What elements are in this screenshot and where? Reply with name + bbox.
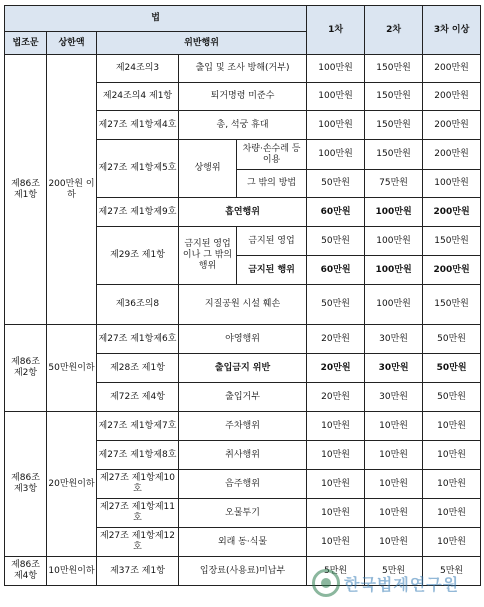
ref-cell: 제36조의8	[97, 285, 179, 325]
ref-cell: 제27조 제1항제4호	[97, 111, 179, 140]
fine-third: 200만원	[423, 111, 481, 140]
penalty-table-container	[4, 5, 481, 586]
violation-cell: 출입거부	[179, 383, 307, 412]
violation-cell: 출입금지 위반	[179, 354, 307, 383]
header-limit: 상한액	[47, 32, 97, 55]
violation-cell: 퇴거명령 미준수	[179, 83, 307, 111]
fine-second: 150만원	[365, 140, 423, 170]
fine-second: 100만원	[365, 256, 423, 285]
violation-cell: 주차행위	[179, 412, 307, 441]
section-limit: 200만원 이하	[47, 55, 97, 325]
fine-first: 50만원	[307, 170, 365, 198]
fine-third: 200만원	[423, 55, 481, 83]
fine-first: 100만원	[307, 140, 365, 170]
fine-second: 30만원	[365, 354, 423, 383]
section-limit: 10만원이하	[47, 557, 97, 586]
fine-third: 200만원	[423, 198, 481, 227]
ref-cell: 제37조 제1항	[97, 557, 179, 586]
fine-first: 50만원	[307, 285, 365, 325]
header-article: 법조문	[5, 32, 47, 55]
fine-second: 150만원	[365, 55, 423, 83]
violation-cell: 취사행위	[179, 441, 307, 470]
ref-cell: 제28조 제1항	[97, 354, 179, 383]
violation-cell: 지질공원 시설 훼손	[179, 285, 307, 325]
fine-first: 100만원	[307, 111, 365, 140]
violation-cell: 차량·손수레 등 이용	[237, 140, 307, 170]
fine-first: 20만원	[307, 383, 365, 412]
fine-second: 150만원	[365, 83, 423, 111]
fine-first: 10만원	[307, 441, 365, 470]
fine-second: 10만원	[365, 441, 423, 470]
penalty-table	[4, 5, 481, 586]
fine-first: 10만원	[307, 412, 365, 441]
fine-first: 50만원	[307, 227, 365, 256]
fine-second: 75만원	[365, 170, 423, 198]
fine-second: 10만원	[365, 470, 423, 499]
fine-second: 30만원	[365, 383, 423, 412]
ref-cell: 제27조 제1항제12호	[97, 528, 179, 557]
violation-cell: 입장료(사용료)미납부	[179, 557, 307, 586]
fine-second: 100만원	[365, 227, 423, 256]
fine-third: 10만원	[423, 470, 481, 499]
violation-cell: 출입 및 조사 방해(거부)	[179, 55, 307, 83]
violation-cell: 야영행위	[179, 325, 307, 354]
fine-second: 10만원	[365, 499, 423, 528]
fine-third: 10만원	[423, 528, 481, 557]
header-second: 2차	[365, 6, 423, 55]
fine-third: 5만원	[423, 557, 481, 586]
fine-first: 100만원	[307, 55, 365, 83]
fine-third: 150만원	[423, 227, 481, 256]
fine-third: 10만원	[423, 412, 481, 441]
section-limit: 20만원이하	[47, 412, 97, 557]
fine-second: 100만원	[365, 198, 423, 227]
fine-second: 100만원	[365, 285, 423, 325]
fine-second: 5만원	[365, 557, 423, 586]
ref-cell: 제27조 제1항제6호	[97, 325, 179, 354]
fine-first: 100만원	[307, 83, 365, 111]
fine-third: 200만원	[423, 256, 481, 285]
fine-first: 5만원	[307, 557, 365, 586]
fine-third: 50만원	[423, 354, 481, 383]
section-article: 제86조 제4항	[5, 557, 47, 586]
fine-first: 20만원	[307, 325, 365, 354]
fine-first: 10만원	[307, 470, 365, 499]
ref-cell: 제27조 제1항제10호	[97, 470, 179, 499]
fine-first: 10만원	[307, 528, 365, 557]
section-limit: 50만원이하	[47, 325, 97, 412]
ref-cell: 제27조 제1항제9호	[97, 198, 179, 227]
header-violation: 위반행위	[97, 32, 307, 55]
fine-third: 150만원	[423, 285, 481, 325]
violation-cell: 총, 석궁 휴대	[179, 111, 307, 140]
fine-first: 60만원	[307, 256, 365, 285]
fine-third: 50만원	[423, 325, 481, 354]
ref-cell: 제27조 제1항제7호	[97, 412, 179, 441]
violation-cell: 오물투기	[179, 499, 307, 528]
ref-cell: 제24조의3	[97, 55, 179, 83]
section-article: 제86조 제1항	[5, 55, 47, 325]
fine-first: 20만원	[307, 354, 365, 383]
fine-second: 10만원	[365, 412, 423, 441]
ref-cell: 제27조 제1항제5호	[97, 140, 179, 198]
violation-group-cell: 금지된 영업이나 그 밖의 행위	[179, 227, 237, 285]
fine-second: 10만원	[365, 528, 423, 557]
fine-third: 100만원	[423, 170, 481, 198]
fine-third: 10만원	[423, 499, 481, 528]
fine-second: 150만원	[365, 111, 423, 140]
violation-cell: 흡연행위	[179, 198, 307, 227]
fine-third: 200만원	[423, 83, 481, 111]
fine-second: 30만원	[365, 325, 423, 354]
violation-cell: 그 밖의 방법	[237, 170, 307, 198]
header-law: 법	[5, 6, 307, 32]
header-first: 1차	[307, 6, 365, 55]
fine-first: 10만원	[307, 499, 365, 528]
ref-cell: 제29조 제1항	[97, 227, 179, 285]
section-article: 제86조 제3항	[5, 412, 47, 557]
violation-group-cell: 상행위	[179, 140, 237, 198]
fine-third: 10만원	[423, 441, 481, 470]
ref-cell: 제27조 제1항제8호	[97, 441, 179, 470]
watermark-text: 한국법제연구원	[344, 574, 460, 594]
violation-cell: 금지된 행위	[237, 256, 307, 285]
ref-cell: 제27조 제1항제11호	[97, 499, 179, 528]
ref-cell: 제24조의4 제1항	[97, 83, 179, 111]
fine-third: 50만원	[423, 383, 481, 412]
header-third: 3차 이상	[423, 6, 481, 55]
section-article: 제86조 제2항	[5, 325, 47, 412]
violation-cell: 외래 동·식물	[179, 528, 307, 557]
fine-first: 60만원	[307, 198, 365, 227]
fine-third: 200만원	[423, 140, 481, 170]
violation-cell: 음주행위	[179, 470, 307, 499]
ref-cell: 제72조 제4항	[97, 383, 179, 412]
violation-cell: 금지된 영업	[237, 227, 307, 256]
